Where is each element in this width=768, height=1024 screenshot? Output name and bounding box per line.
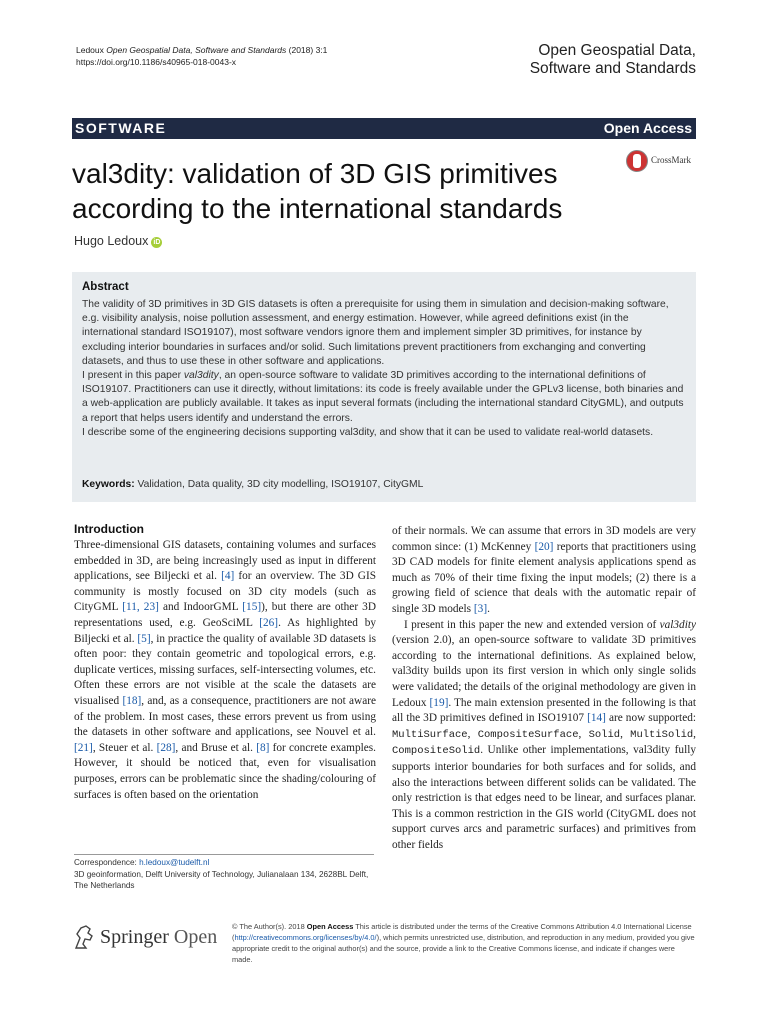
- citation-journal: Open Geospatial Data, Software and Standards: [106, 45, 287, 55]
- section-heading-introduction: Introduction: [74, 522, 144, 536]
- citation-ref[interactable]: [8]: [256, 741, 270, 754]
- citation-ref[interactable]: [28]: [156, 741, 176, 754]
- citation-ref[interactable]: [4]: [221, 570, 235, 583]
- crossmark-label: CrossMark: [651, 155, 691, 165]
- journal-name-line1: Open Geospatial Data,: [538, 42, 696, 59]
- citation-ref[interactable]: [18]: [122, 694, 142, 707]
- abstract-paragraph: The validity of 3D primitives in 3D GIS datasets is often a prerequisite for using them in simulation and decision-making software, e.g. visibility analysis, noise pollution assessment, and energy estimation. However, while agreed definitions exist (in the international standard ISO19107), most software vendors ignore them and implement simpler 3D primitives, for instance by excluding interior boundaries in surfaces and/or solid. Such limitations prevent practitioners from exchanging and converting datasets, and thus to use these in other software and applications.: [82, 299, 669, 367]
- body-paragraph: I present in this paper the new and extended version of val3dity (version 2.0), an open-source software to validate 3D primitives according to the international definitions. As explained below, val3dity builds upon its first version in which only single solids were validated; the details of the original methodology are given in Ledoux [19]. The main extension presented in the following is that all the 3D primitives defined in ISO19107 [14] are now supported: MultiSurface, CompositeSurface, Solid, MultiSolid, CompositeSolid. Unlike other implementations, val3dity fully supports interior boundaries for both surfaces and for solids, and also the interactions between different solids can be validated. The only restriction is that edges need to be linear, and surfaces planar. This is a common restriction in the GIS world (CityGML does not support curves arcs and parametric surfaces) and primitives from other fields: [392, 618, 696, 851]
- license-notice: © The Author(s). 2018 Open Access This article is distributed under the terms of the Creative Commons Attribution 4.0 International License (http://creativecommons.org/licenses/by/4.0/), which permits unrestricted use, distribution, and reproduction in any medium, provided you give appropriate credit to the original author(s) and the source, provide a link to the Creative Commons license, and indicate if changes were made.: [232, 922, 695, 964]
- body-paragraph: Three-dimensional GIS datasets, containing volumes and surfaces embedded in 3D, are being increasingly used as input in different applications, see Biljecki et al. [4] for an overview. The 3D GIS community is mostly focused on 3D city models (such as CityGML [11, 23] and IndoorGML [15]), but there are other 3D representations used, e.g. GeoSciML [26]. As highlighted by Biljecki et al. [5], in practice the quality of available 3D datasets is often poor: they contain geometric and topological errors, e.g. duplicate vertices, missing surfaces, self-intersecting volumes, etc. Often these errors are not visible at the scale the datasets are visualised [18], and, as a consequence, practitioners are not aware of the problem. In most cases, these errors prevent us from using the datasets in other software and applications, see Nouvel et al. [21], Steuer et al. [28], and Bruse et al. [8] for concrete examples. However, it should be noticed that, even for visualisation purposes, errors can be problematic since the shading/colouring of surfaces is often based on the orientation: [74, 539, 376, 801]
- article-title: val3dity: validation of 3D GIS primitives according to the international standards: [72, 158, 563, 224]
- footnote-divider: [74, 854, 374, 855]
- author-line: [74, 234, 162, 248]
- body-paragraph: of their normals. We can assume that errors in 3D models are very common since: (1) McKenney [20] reports that practitioners using 3D CAD models for finite element analysis applications spend as much as 70% of their time fixing the input models; (2) there is a growing field of science that deals with the automatic repair of single 3D models [3].: [392, 525, 696, 615]
- orcid-icon[interactable]: iD: [153, 239, 161, 246]
- crossmark-badge[interactable]: [626, 150, 696, 172]
- doi-link[interactable]: https://doi.org/10.1186/s40965-018-0043-x: [76, 57, 237, 67]
- publisher-name: Springer: [100, 926, 169, 948]
- citation-ref[interactable]: [26]: [259, 616, 279, 629]
- citation-ref[interactable]: [21]: [74, 741, 93, 754]
- citation-ref[interactable]: [14]: [587, 712, 606, 725]
- abstract-body: [82, 298, 686, 440]
- abstract-paragraph: [82, 369, 686, 426]
- springer-horse-icon: [72, 924, 96, 950]
- body-column-left: [74, 538, 376, 803]
- abstract-text: , an open-source software to validate 3D primitives according to the international definitions of ISO19107. Practitioners can use it directly, without limitations: its code is freely available under the GPLv3 license, both binaries and a web-application are publicly available. It takes as input several formats (including the international standard CityGML), and outputs a report that helps users identify and understand the errors.: [82, 370, 684, 424]
- keywords-list: Validation, Data quality, 3D city modelling, ISO19107, CityGML: [134, 479, 424, 490]
- code-term: CompositeSolid: [392, 745, 481, 758]
- citation-ref[interactable]: [11, 23]: [122, 601, 159, 614]
- citation-prefix: Ledoux: [76, 45, 107, 55]
- keywords: [82, 479, 686, 490]
- author-name: Hugo Ledoux: [74, 234, 149, 248]
- email-link[interactable]: h.ledoux@tudelft.nl: [139, 858, 210, 867]
- correspondence-label: Correspondence:: [74, 858, 140, 867]
- software-name: val3dity: [183, 370, 219, 382]
- code-term: Solid: [588, 728, 621, 741]
- code-term: CompositeSurface: [477, 728, 579, 741]
- abstract-heading: Abstract: [82, 281, 129, 293]
- citation-ref[interactable]: [15]: [242, 601, 262, 614]
- category-bar: [72, 118, 696, 139]
- code-term: MultiSurface: [392, 728, 468, 741]
- citation-volume: (2018) 3:1: [286, 45, 328, 55]
- keywords-label: Keywords:: [82, 479, 135, 490]
- affiliation: 3D geoinformation, Delft University of Technology, Julianalaan 134, 2628BL Delft, The Netherlands: [74, 869, 369, 890]
- citation-ref[interactable]: [19]: [429, 696, 449, 709]
- correspondence-footnote: [74, 857, 374, 892]
- citation-ref[interactable]: [20]: [534, 540, 554, 553]
- citation-header: [76, 44, 327, 68]
- journal-name-line2: Software and Standards: [529, 60, 696, 77]
- publisher-suffix: Open: [168, 926, 218, 948]
- open-access-label: Open Access: [603, 120, 692, 136]
- license-link[interactable]: http://creativecommons.org/licenses/by/4.0/: [234, 933, 377, 942]
- citation-ref[interactable]: [5]: [137, 632, 151, 645]
- category-label: SOFTWARE: [75, 120, 167, 136]
- abstract-text: I present in this paper: [82, 370, 184, 382]
- abstract-paragraph: I describe some of the engineering decisions supporting val3dity, and show that it can be used to validate real-world datasets.: [82, 426, 654, 438]
- citation-ref[interactable]: [3]: [473, 602, 488, 615]
- open-access-bold: Open Access: [306, 922, 354, 931]
- body-column-right: [392, 524, 696, 853]
- code-term: MultiSolid: [630, 728, 694, 741]
- springer-open-logo[interactable]: [72, 924, 222, 956]
- software-name: val3dity: [659, 618, 696, 631]
- crossmark-icon: [626, 150, 648, 172]
- journal-name: [530, 42, 696, 78]
